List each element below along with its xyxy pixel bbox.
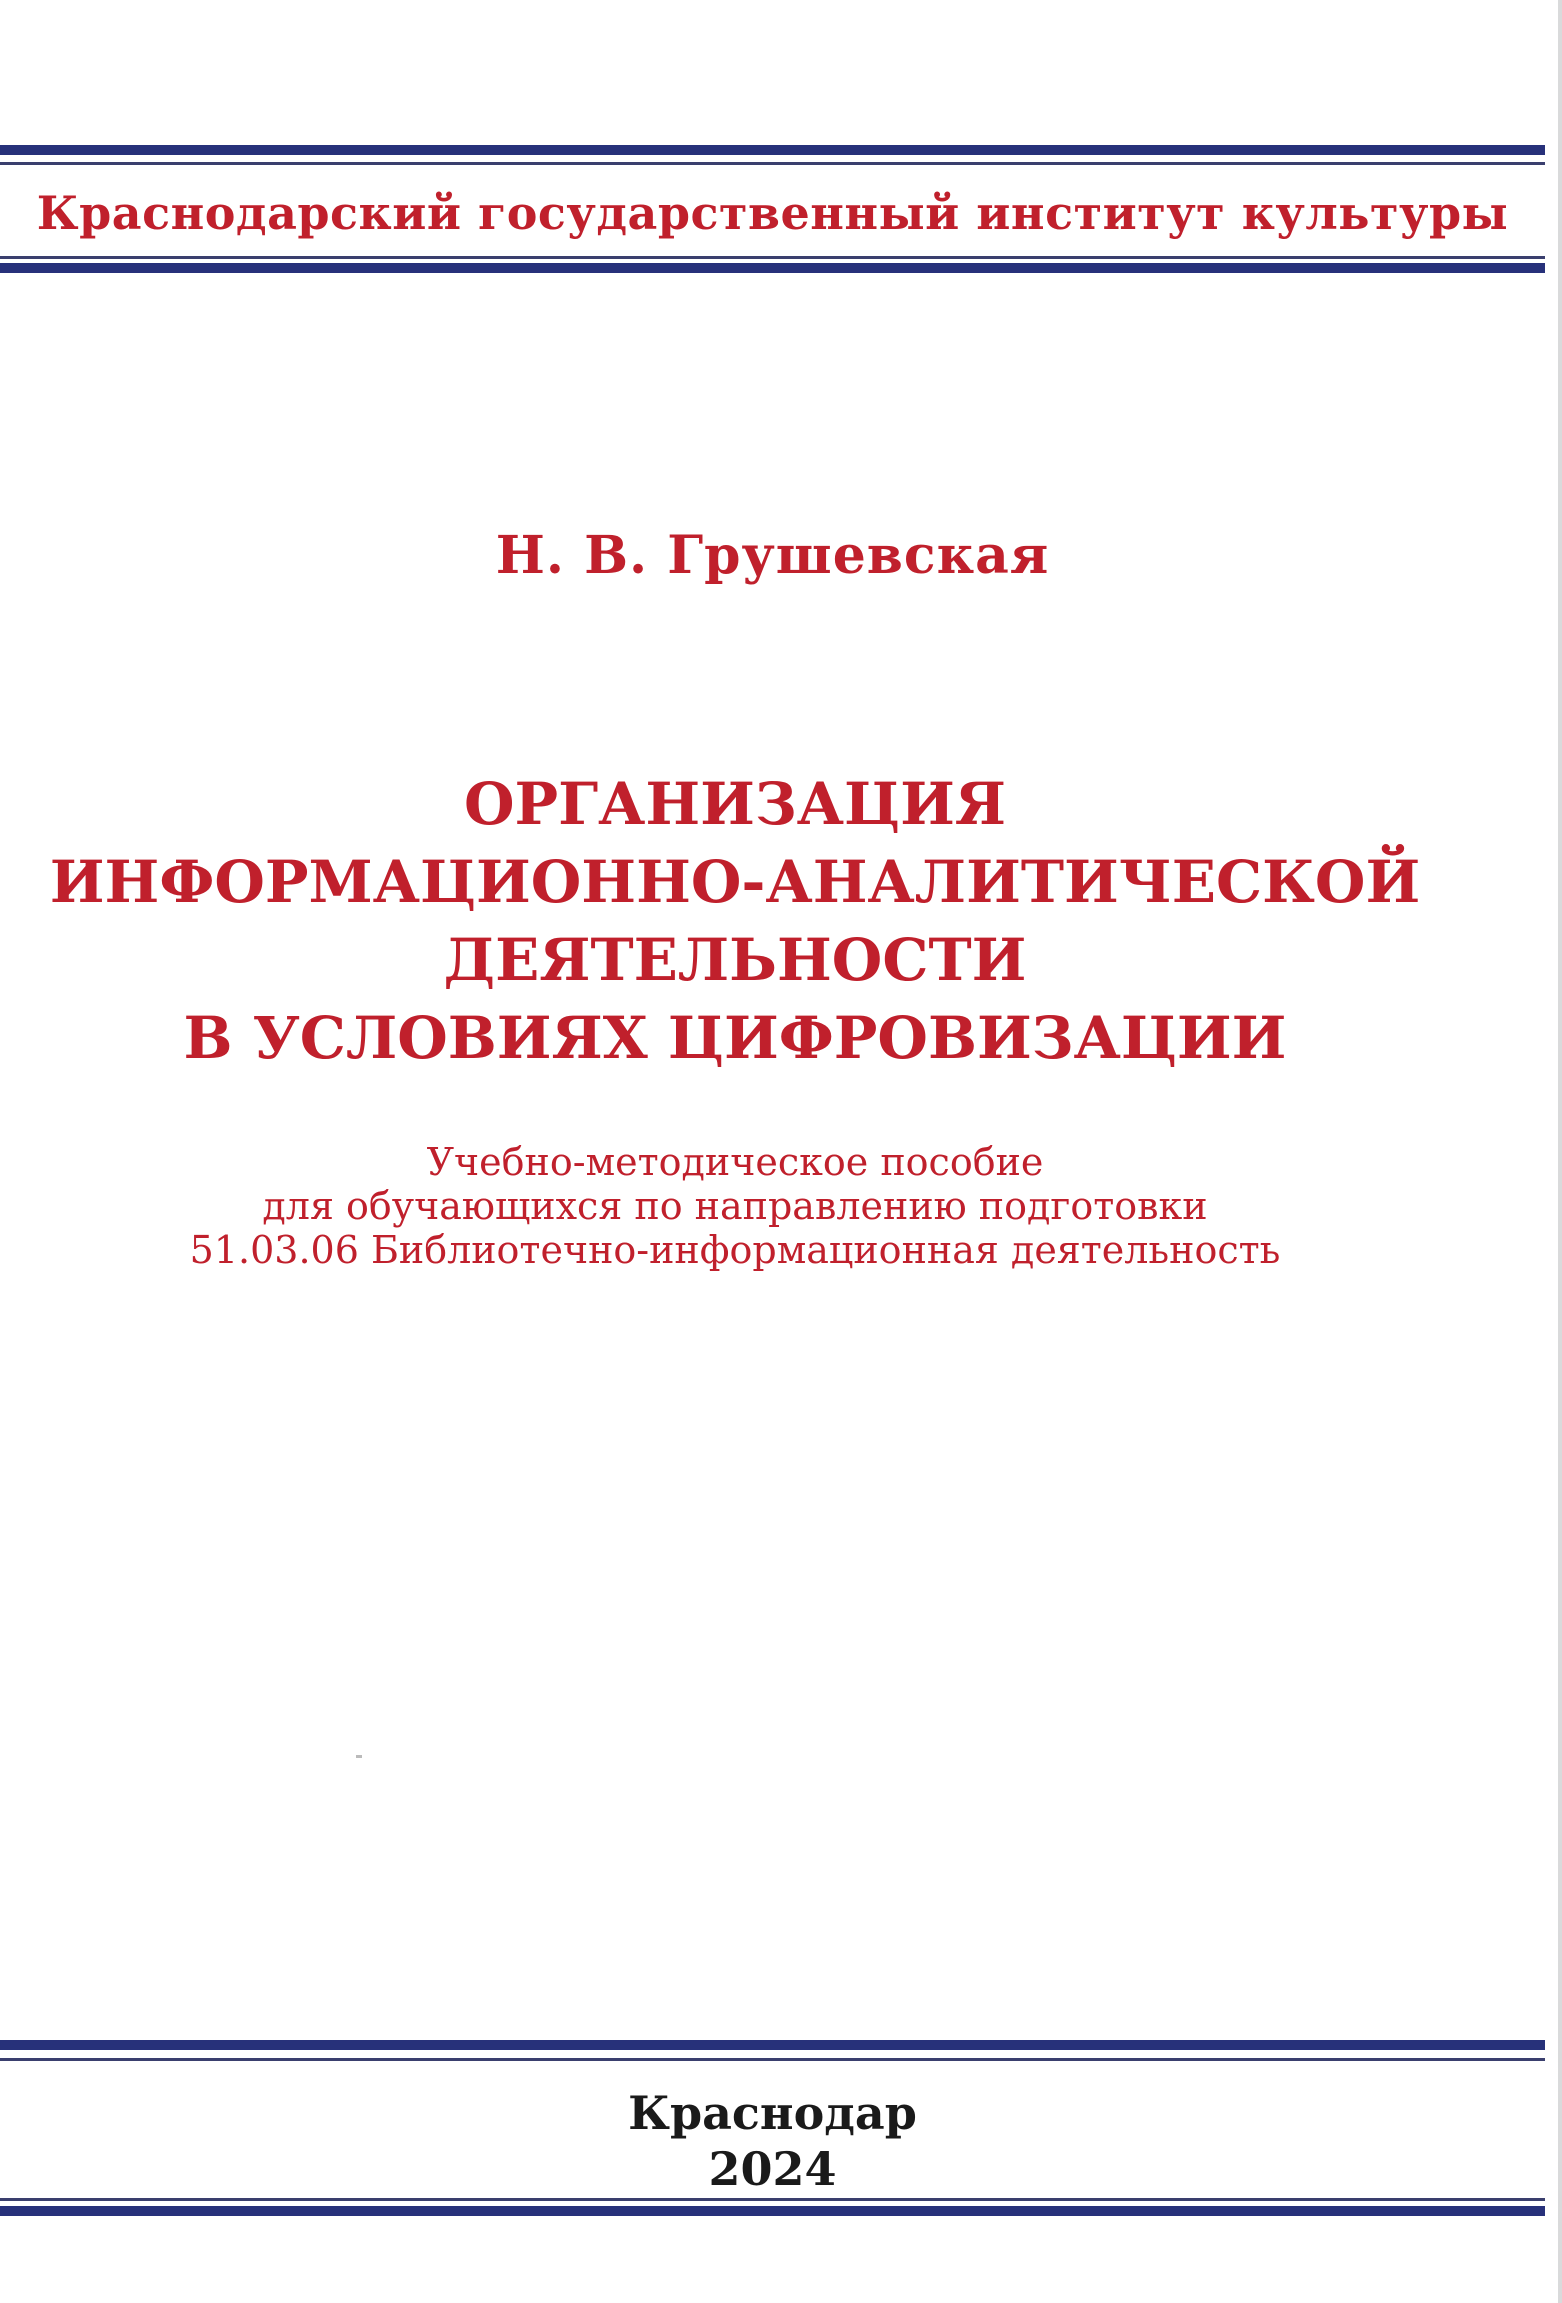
- subtitle-line: Учебно-методическое пособие: [426, 1140, 1044, 1184]
- title-line: ИНФОРМАЦИОННО-АНАЛИТИЧЕСКОЙ: [49, 848, 1421, 916]
- scan-speck: [356, 1755, 362, 1758]
- author-name: Н. В. Грушевская: [495, 525, 1050, 586]
- top-rule-lower-thick: [0, 263, 1545, 273]
- book-title: [0, 765, 1470, 1077]
- bottom-rule-lower-thick: [0, 2206, 1545, 2216]
- imprint: [0, 2085, 1545, 2197]
- title-line: ДЕЯТЕЛЬНОСТИ: [443, 926, 1027, 994]
- page-edge: [1558, 0, 1562, 2303]
- bottom-rule-upper-thick: [0, 2040, 1545, 2050]
- institute-name: Краснодарский государственный институт культуры: [36, 186, 1509, 240]
- subtitle-line: для обучающихся по направлению подготовки: [262, 1184, 1208, 1228]
- imprint-year: 2024: [708, 2142, 837, 2196]
- top-rule-upper-thick: [0, 145, 1545, 155]
- top-rule-lower-thin: [0, 256, 1545, 259]
- imprint-city: Краснодар: [628, 2086, 917, 2140]
- title-line: В УСЛОВИЯХ ЦИФРОВИЗАЦИИ: [183, 1004, 1287, 1072]
- book-subtitle: [0, 1140, 1470, 1272]
- title-line: ОРГАНИЗАЦИЯ: [463, 770, 1007, 838]
- subtitle-line: 51.03.06 Библиотечно-информационная деятельность: [189, 1228, 1281, 1272]
- bottom-rule-upper-thin: [0, 2058, 1545, 2061]
- bottom-rule-lower-thin: [0, 2198, 1545, 2201]
- top-rule-upper-thin: [0, 162, 1545, 165]
